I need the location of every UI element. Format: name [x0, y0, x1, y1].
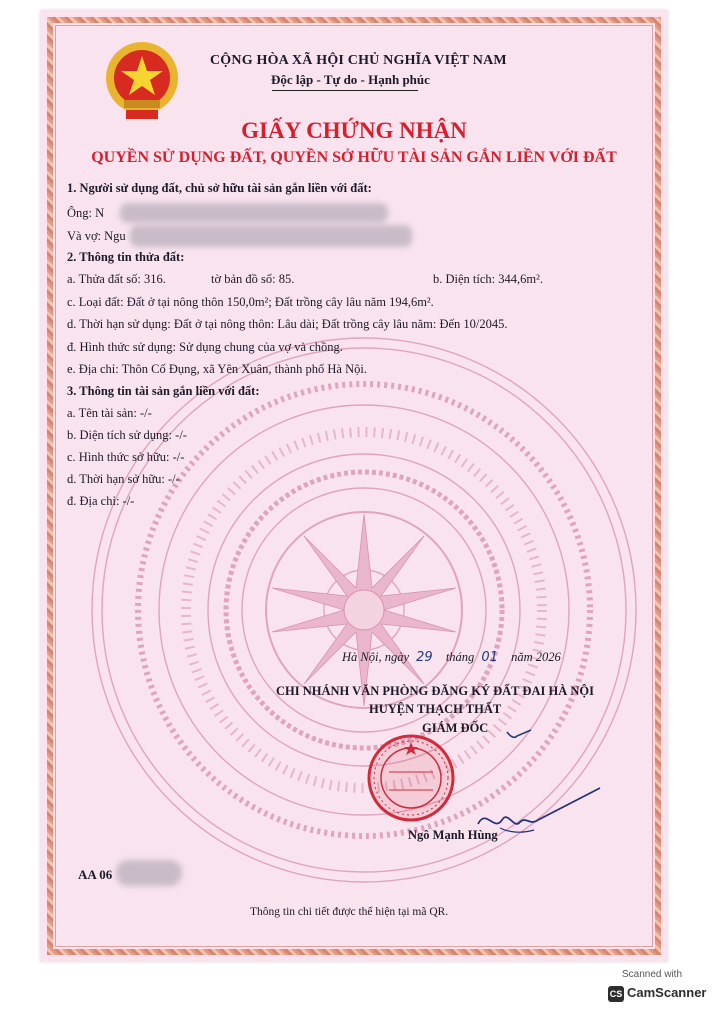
parcel-number: a. Thửa đất số: 316.	[67, 272, 166, 286]
section2-heading: 2. Thông tin thửa đất:	[67, 250, 185, 264]
national-motto: Độc lập - Tự do - Hạnh phúc	[271, 72, 430, 87]
parcel-address: e. Địa chỉ: Thôn Cố Đụng, xã Yên Xuân, thành phố Hà Nội.	[67, 362, 367, 376]
date-month: 01	[481, 650, 498, 665]
asset-name: a. Tên tài sản: -/-	[67, 406, 152, 420]
certificate-sheet	[40, 10, 668, 962]
section3-heading: 3. Thông tin tài sản gắn liền với đất:	[67, 384, 260, 398]
owner-line: Ông: N	[67, 206, 105, 220]
date-prefix: Hà Nội, ngày	[342, 650, 410, 664]
land-use-duration: d. Thời hạn sử dụng: Đất ở tại nông thôn: Lâu dài; Đất trồng cây lâu năm: Đến 10/2045.	[67, 317, 508, 331]
signer-name: Ngô Mạnh Hùng	[408, 828, 498, 842]
asset-area: b. Diện tích sử dụng: -/-	[67, 428, 187, 442]
spouse-line: Và vợ: Ngu	[67, 229, 126, 243]
redaction-spouse	[130, 225, 412, 247]
office-name-line1: CHI NHÁNH VĂN PHÒNG ĐĂNG KÝ ĐẤT ĐAI HÀ NỘI	[276, 684, 594, 698]
redaction-owner	[120, 203, 388, 223]
usage-form: đ. Hình thức sử dụng: Sử dụng chung của vợ và chồng.	[67, 340, 343, 354]
date-year: năm 2026	[511, 650, 561, 664]
office-name-line2: HUYỆN THẠCH THẤT	[369, 702, 502, 716]
date-month-label: tháng	[445, 650, 475, 664]
date-day: 29	[416, 650, 433, 665]
motto-underline	[272, 90, 418, 91]
certificate-title: GIẤY CHỨNG NHẬN	[241, 118, 467, 143]
map-sheet-number: tờ bản đồ số: 85.	[211, 272, 295, 286]
redaction-serial	[116, 860, 182, 886]
asset-ownership-form: c. Hình thức sở hữu: -/-	[67, 450, 185, 464]
national-emblem-icon	[102, 38, 182, 126]
scanned-with-label: Scanned with	[621, 969, 683, 980]
asset-address: đ. Địa chỉ: -/-	[67, 494, 135, 508]
camscanner-logo-icon: CS	[608, 986, 624, 1002]
initial-tick-mark	[505, 726, 535, 742]
camscanner-name: CamScanner	[627, 985, 707, 1000]
serial-number: AA 06	[78, 867, 113, 882]
certificate-subtitle: QUYỀN SỬ DỤNG ĐẤT, QUYỀN SỞ HỮU TÀI SẢN GẮN LIỀN VỚI ĐẤT	[91, 149, 617, 166]
camscanner-badge	[604, 982, 707, 1006]
signer-role: GIÁM ĐỐC	[422, 721, 489, 735]
asset-ownership-duration: d. Thời hạn sở hữu: -/-	[67, 472, 180, 486]
nation-name: CỘNG HÒA XÃ HỘI CHỦ NGHĨA VIỆT NAM	[210, 53, 507, 68]
red-seal-stamp	[365, 732, 457, 824]
camscanner-watermark	[604, 968, 707, 1010]
parcel-area: b. Diện tích: 344,6m².	[433, 272, 543, 286]
land-type: c. Loại đất: Đất ở tại nông thôn 150,0m²; Đất trồng cây lâu năm 194,6m².	[67, 295, 434, 309]
issue-date	[342, 650, 561, 665]
qr-info-note: Thông tin chi tiết được thể hiện tại mã QR.	[250, 906, 449, 918]
section1-heading: 1. Người sử dụng đất, chủ sở hữu tài sản gắn liền với đất:	[67, 181, 372, 195]
